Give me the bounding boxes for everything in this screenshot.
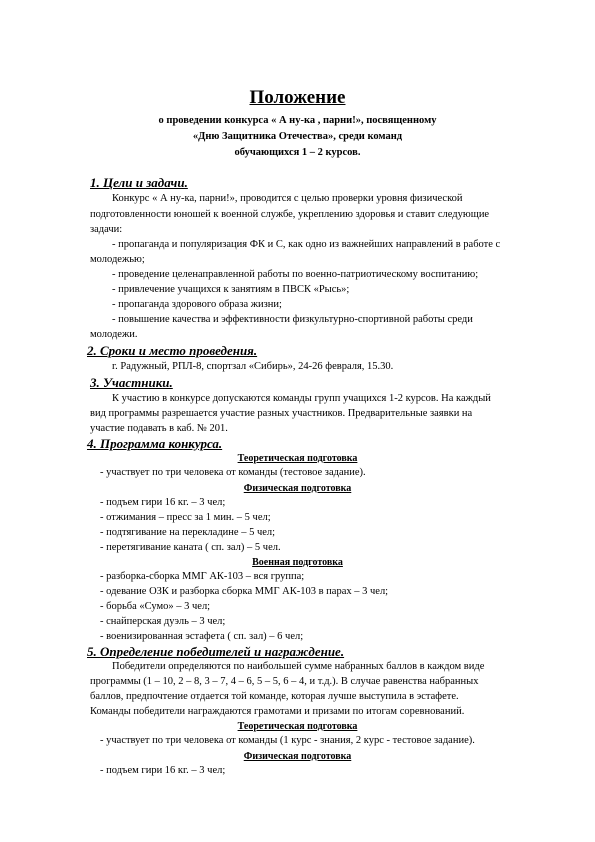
subheading-physical: Физическая подготовка <box>243 751 352 762</box>
paragraph-line: программы (1 – 10, 2 – 8, 3 – 7, 4 – 6, 5 – 5, 6 – 4, и т.д.). В случае равенства набранных <box>90 676 479 687</box>
list-item: - подъем гири 16 кг. – 3 чел; <box>100 765 226 776</box>
section-heading-winners: 5. Определение победителей и награждение. <box>87 644 345 659</box>
section-heading-participants: 3. Участники. <box>90 375 173 390</box>
list-item: - перетягивание каната ( сп. зал) – 5 чел. <box>100 542 281 553</box>
paragraph-line: задачи: <box>90 224 123 235</box>
paragraph-line: подготовленности юношей к военной службе, укреплению здоровья и ставит следующие <box>90 209 490 220</box>
list-item: молодежью; <box>90 254 145 265</box>
paragraph-line: Победители определяются по наибольшей сумме набранных баллов в каждом виде <box>112 661 485 672</box>
subtitle-line: обучающихся 1 – 2 курсов. <box>234 147 361 158</box>
list-item: - пропаганда здорового образа жизни; <box>112 299 282 310</box>
list-item: - подтягивание на перекладине – 5 чел; <box>100 527 276 538</box>
paragraph-line: К участию в конкурсе допускаются команды групп учащихся 1-2 курсов. На каждый <box>112 393 491 404</box>
subheading-physical: Физическая подготовка <box>243 483 352 494</box>
paragraph-line: участие подавать в каб. № 201. <box>90 423 228 434</box>
list-item: - одевание ОЗК и разборка сборка ММГ АК-103 в парах – 3 чел; <box>100 586 389 597</box>
paragraph-line: Конкурс « А ну-ка, парни!», проводится с целью проверки уровня физической <box>112 193 463 204</box>
list-item: - подъем гири 16 кг. – 3 чел; <box>100 497 226 508</box>
subheading-military: Военная подготовка <box>252 557 343 568</box>
paragraph-line: г. Радужный, РПЛ-8, спортзал «Сибирь», 24-26 февраля, 15.30. <box>112 361 394 372</box>
section-heading-dates: 2. Сроки и место проведения. <box>87 343 258 358</box>
list-item: - участвует по три человека от команды (тестовое задание). <box>100 467 366 478</box>
subtitle-line: о проведении конкурса « А ну-ка , парни!», посвященному <box>158 115 437 126</box>
list-item: - снайперская дуэль – 3 чел; <box>100 616 226 627</box>
list-item: - повышение качества и эффективности физкультурно-спортивной работы среди <box>112 314 473 325</box>
list-item: - отжимания – пресс за 1 мин. – 5 чел; <box>100 512 271 523</box>
paragraph-line: баллов, предпочтение отдается той команде, которая лучше выступила в эстафете. <box>90 691 459 702</box>
paragraph-line: Команды победители награждаются грамотами и призами по итогам соревнований. <box>90 706 465 717</box>
document-title: Положение <box>249 87 346 108</box>
section-heading-goals: 1. Цели и задачи. <box>90 175 188 190</box>
list-item: - борьба «Сумо» – 3 чел; <box>100 601 211 612</box>
list-item: молодежи. <box>90 329 138 340</box>
subheading-theory: Теоретическая подготовка <box>237 721 358 732</box>
list-item: - пропаганда и популяризация ФК и С, как одно из важнейших направлений в работе с <box>112 239 501 250</box>
section-heading-program: 4. Программа конкурса. <box>87 436 223 451</box>
list-item: - военизированная эстафета ( сп. зал) – 6 чел; <box>100 631 304 642</box>
list-item: - разборка-сборка ММГ АК-103 – вся группа; <box>100 571 305 582</box>
list-item: - участвует по три человека от команды (1 курс - знания, 2 курс - тестовое задание). <box>100 735 475 746</box>
list-item: - привлечение учащихся к занятиям в ПВСК «Рысь»; <box>112 284 350 295</box>
subheading-theory: Теоретическая подготовка <box>237 453 358 464</box>
list-item: - проведение целенаправленной работы по военно-патриотическому воспитанию; <box>112 269 479 280</box>
subtitle-line: «Дню Защитника Отечества», среди команд <box>192 131 403 142</box>
paragraph-line: вид программы разрешается участие разных участников. Предварительные заявки на <box>90 408 473 419</box>
